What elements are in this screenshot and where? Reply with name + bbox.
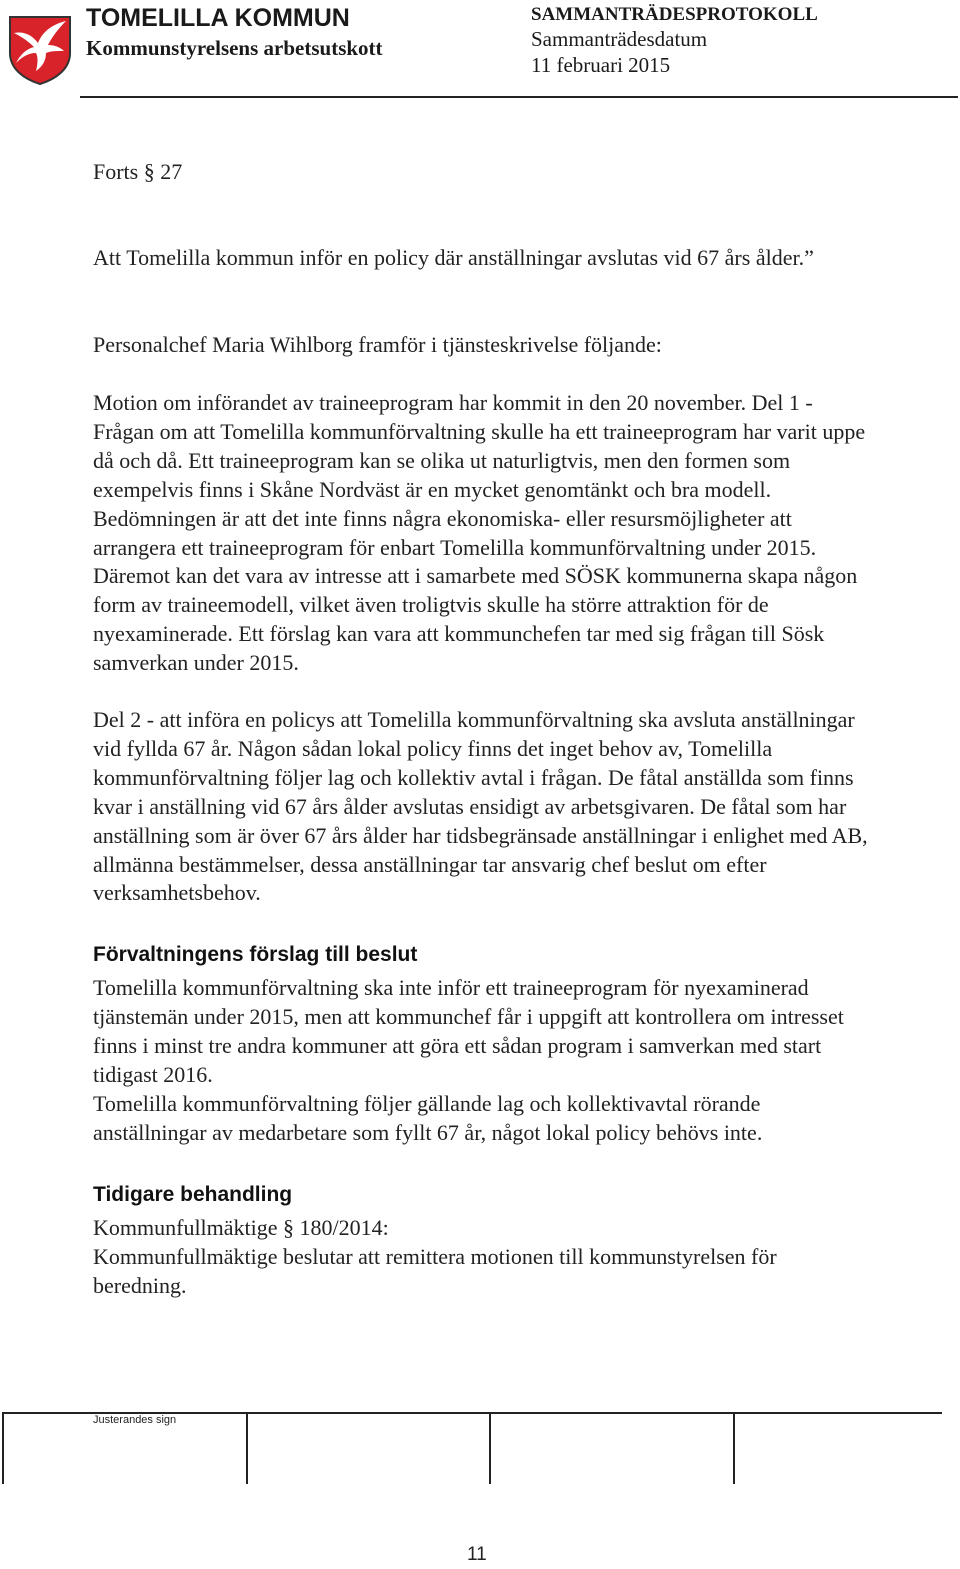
signature-cell [489,1414,491,1484]
header-divider [80,96,958,98]
paragraph-intro: Personalchef Maria Wihlborg framför i tjänsteskrivelse följande: [93,332,662,357]
coat-of-arms-bird-icon [8,13,72,85]
signature-cell [733,1414,735,1484]
page-number: 11 [467,1544,487,1565]
history-heading: Tidigare behandling [93,1183,293,1206]
paragraph-part-two: Del 2 - att införa en policys att Tomelilla kommunförvaltning ska avsluta anställningar vid fyllda 67 år. Någon sådan lokal policy finns det inget behov av, Tomelilla kommunförvaltning följer lag och kollektiv avtal i frågan. De fåtal anställda som finns kvar i anställning vid 67 års ålder avslutas ensidigt av arbetsgivaren. De fåtal som har anställning som är över 67 års ålder har tidsbegränsade anställningar i enlighet med AB, allmänna bestämmelser, dessa anställningar tar ansvarig chef beslut om efter verksamhetsbehov. [93,707,868,906]
section-reference: Forts § 27 [93,159,183,184]
paragraph-motion-quote: Att Tomelilla kommun inför en policy där anställningar avslutas vid 67 års ålder.” [93,245,814,270]
signature-cell [2,1414,4,1484]
organization-unit: Kommunstyrelsens arbetsutskott [86,36,383,60]
proposal-paragraph-two: Tomelilla kommunförvaltning följer gällande lag och kollektivavtal rörande anställningar av medarbetare som fyllt 67 år, något lokal policy behövs inte. [93,1091,763,1145]
signature-cell [246,1414,248,1484]
paragraph-part-one: Motion om införandet av traineeprogram har kommit in den 20 november. Del 1 -Frågan om att Tomelilla kommunförvaltning skulle ha ett traineeprogram har varit uppe då och då. Ett traineeprogram kan se olika ut naturligtvis, men den formen som exempelvis finns i Skåne Nordväst är en mycket genomtänkt och bra modell. Bedömningen är att det inte finns några ekonomiska- eller resursmöjligheter att arrangera ett traineeprogram för enbart Tomelilla kommunförvaltning under 2015. Däremot kan det vara av intresse att i samarbete med SÖSK kommunerna skapa någon form av traineemodell, vilket även troligtvis skulle ha större attraktion för de nyexaminerade. Ett förslag kan vara att kommunchefen tar med sig frågan till Sösk samverkan under 2015. [93,390,866,676]
proposal-paragraph-one: Tomelilla kommunförvaltning ska inte inför ett traineeprogram för nyexaminerad tjänstemän under 2015, men att kommunchef får i uppgift att kontrollera om intresset finns i minst tre andra kommuner att göra ett sådan program i samverkan med start tidigast 2016. [93,975,844,1087]
proposal-heading: Förvaltningens förslag till beslut [93,943,418,966]
organization-name: TOMELILLA KOMMUN [86,4,350,32]
meeting-date: 11 februari 2015 [531,53,671,77]
history-reference: Kommunfullmäktige § 180/2014: [93,1215,389,1240]
document-type: SAMMANTRÄDESPROTOKOLL [531,4,818,25]
signature-label: Justerandes sign [93,1414,177,1426]
meeting-date-label: Sammanträdesdatum [531,27,708,51]
history-text: Kommunfullmäktige beslutar att remittera motionen till kommunstyrelsen för beredning. [93,1244,777,1298]
